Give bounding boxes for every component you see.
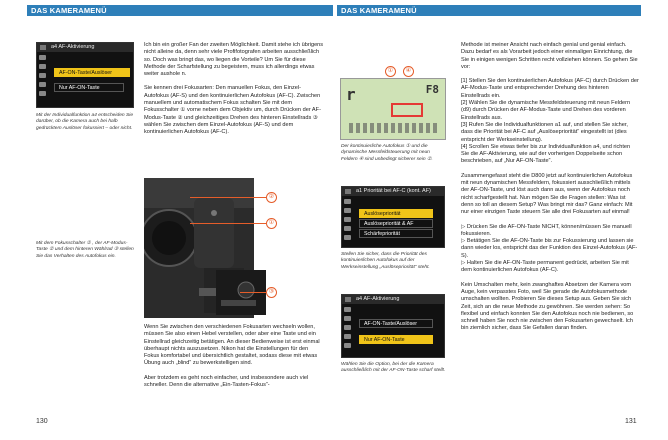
menu-option: Nur AF-ON-Taste bbox=[54, 83, 124, 92]
paragraph: Wenn Sie zwischen den verschiedenen Fokusarten wechseln wollen, müssen Sie also einen Hebel verstellen, oder aber eine Taste und ein Einstellrad gleichzeitig betätigen. An dieser Bedienweise ist erst einmal überhaupt nichts auszusetzen. Nikon hat die Einstellungen für den Fokus komfortabel und übersichtlich gestaltet, sodass diese mit etwas Übung auch „blind“ zu bewerkstelligen sind. bbox=[144, 324, 320, 367]
leader-line bbox=[190, 223, 266, 224]
paragraph: Ich bin ein großer Fan der zweiten Möglichkeit. Damit stehe ich übrigens nicht alleine da, denn sehr viele Profifotografen arbeiten ausschließlich so. Doch was bringt das, wo liegen die Vorteile? Um Sie für diese Methode der Scharfstellung zu begeistern, muss ich allerdings etwas weiter aushole n. bbox=[144, 42, 324, 78]
menu-option-selected: AF-ON-Taste/Auslöser bbox=[54, 68, 130, 77]
paragraph: Sie kennen drei Fokusarten: Den manuellen Fokus, den Einzel-Autofokus (AF-S) und den kontinuierlichen Autofokus (AF-C). Zwischen manuellem und automatischem Fokus schalten Sie mit dem Fokusschalter ① vorne neben dem Objektiv um, durch Drücken der AF-Modus-Taste ② und gleichzeitiges Drehen des hinteren Einstellrads ③ wählen Sie zwischen dem Einzel-Autofokus (AF-S) und dem kontinuierlichen Autofokus (AF-C). bbox=[144, 85, 321, 136]
bullet-item: ▷ Betätigen Sie die AF-ON-Taste bis zur Fokussierung und lassen sie dann wieder los, entspricht das der Funktion des Einzel-Autofokus (AF-S). bbox=[461, 238, 638, 259]
paragraph: Aber trotzdem es geht noch einfacher, und insbesondere auch viel schneller. Denn die alternative „Ein-Tasten-Fokus“- bbox=[144, 374, 309, 389]
annotation-marker: ① bbox=[385, 66, 396, 77]
section-header-right: DAS KAMERAMENÜ bbox=[337, 5, 641, 16]
menu-option: AF-ON-Taste/Auslöser bbox=[359, 319, 433, 328]
menu-option: Schärfepriorität bbox=[359, 229, 433, 238]
camera-menu-screenshot-3 bbox=[341, 294, 445, 358]
page-number-left: 130 bbox=[36, 418, 48, 425]
caption-menu-1: Mit der Individualfunktion a4 entscheiden Sie darüber, ob die Kamera auch bei halb gedrücktem Auslöser fokussiert – oder nicht. bbox=[36, 113, 134, 131]
menu-side-icons bbox=[344, 199, 354, 244]
step-item: [4] Scrollen Sie etwas tiefer bis zur Individualfunktion a4, und richten Sie die AF-Aktivierung, wie auf der vorherigen Doppelseite schon beschrieben, auf „Nur AF-ON-Taste“. bbox=[461, 143, 631, 165]
menu-title-bar bbox=[342, 295, 444, 304]
menu-option-selected: Auslösepriorität bbox=[359, 209, 433, 218]
right-body bbox=[461, 42, 639, 340]
menu-title-bar bbox=[342, 187, 444, 196]
menu-side-icons bbox=[39, 55, 49, 100]
lcd-highlight bbox=[391, 103, 423, 117]
caption-lcd: Der kontinuierliche Autofokus ① und die dynamische Messfeldsteuerung mit neun Feldern ④ sind unbedingt sicherer sein ②. bbox=[341, 144, 433, 162]
left-body-1 bbox=[144, 42, 324, 144]
paragraph: Zusammengefasst steht die D800 jetzt auf kontinuierlichen Autofokus mit neun dynamischen Messfeldern, fokussiert ausschließlich mittels der AF-ON-Taste, und löst auch dann aus, wenn der Autofokus noch nicht scharfgestellt hat. Nun mögen Sie die Fragen stellen: Was ist denn so toll an diesem Setup? Was bringt mir das? Ganz einfach: Mit nur einer einzigen Taste steuern Sie alle drei Fokusarten auf einmal! bbox=[461, 172, 633, 216]
paragraph: Methode ist meiner Ansicht nach einfach genial und genial einfach. Dazu bedarf es als Vorarbeit jedoch einer einmaligen Einrichtung, die Sie in einigen wenigen Schritten recht vollziehen können. So gehen Sie vor: bbox=[461, 42, 638, 70]
menu-option-selected: Nur AF-ON-Taste bbox=[359, 335, 433, 344]
annotation-marker: ③ bbox=[266, 287, 277, 298]
lcd-segments bbox=[349, 123, 439, 133]
leader-line bbox=[240, 292, 266, 293]
caption-menu-2: Stellen Sie sicher, dass die Priorität des kontinuierlichen Autofokus auf der Werkseinstellung „Auslösepriorität“ steht. bbox=[341, 252, 430, 270]
menu-title: a4 AF-Aktivierung bbox=[51, 44, 95, 50]
steps-list bbox=[461, 78, 639, 166]
paragraph: Kein Umschalten mehr, kein zwanghaftes Absetzen der Kamera vom Auge, kein verpasstes Foto, weil Sie gerade die Autofokusmethode umschalten wollten. Probieren Sie dieses Setup aus. Geben Sie sich Zeit, sich an die neue Methode zu gewöhnen. Sie werden sehen: So flexibel und einfach konnten Sie den Autofokus noch nie bedienen, so schnell haben Sie noch nie zwischen den Fokusarten gewechselt. Ich bin ziemlich sicher, dass Sie Gefallen daran finden. bbox=[461, 281, 634, 332]
step-item: [3] Rufen Sie die Individualfunktionen a1 auf, und stellen Sie sicher, dass die Priorität bei AF-C auf „Auslösepriorität“ eingestellt ist (dies entspricht der Werkseinstellung). bbox=[461, 121, 628, 143]
caption-menu-3: Wählen Sie die Option, bei der die Kamera ausschließlich mit der AF-ON-Taste scharf stellt. bbox=[341, 362, 446, 374]
menu-title: a1 Priorität bei AF-C (kont. AF) bbox=[356, 188, 431, 194]
page-number-right: 131 bbox=[625, 418, 637, 425]
leader-line bbox=[190, 197, 266, 198]
bullet-item: ▷ Halten Sie die AF-ON-Taste permanent gedrückt, arbeiten Sie mit dem kontinuierlichen Autofokus (AF-C). bbox=[461, 260, 629, 274]
section-header-left: DAS KAMERAMENÜ bbox=[27, 5, 333, 16]
lcd-big-value: r bbox=[346, 85, 356, 104]
step-item: [1] Stellen Sie den kontinuierlichen Autofokus (AF-C) durch Drücken der AF-Modus-Taste und entsprechender Drehung des hinteren Einstellrads ein. bbox=[461, 78, 639, 99]
menu-option: Auslösepriorität & AF bbox=[359, 219, 433, 228]
menu-title-bar bbox=[37, 43, 133, 52]
step-item: [2] Wählen Sie die dynamische Messfeldsteuerung mit neun Feldern (d9) durch Drücken der AF-Modus-Taste und Drehen des vorderen Einstellrads aus. bbox=[461, 100, 631, 121]
camera-menu-screenshot-1 bbox=[36, 42, 134, 108]
menu-title: a4 AF-Aktivierung bbox=[356, 296, 400, 302]
left-body-2 bbox=[144, 324, 324, 396]
lcd-aperture: F8 bbox=[425, 83, 439, 96]
annotation-marker: ① bbox=[266, 218, 277, 229]
annotation-marker: ④ bbox=[403, 66, 414, 77]
camera-menu-screenshot-2 bbox=[341, 186, 445, 248]
menu-side-icons bbox=[344, 307, 354, 352]
bullet-item: ▷ Drücken Sie die AF-ON-Taste NICHT, können/müssen Sie manuell fokussieren. bbox=[461, 223, 632, 237]
bullet-list bbox=[461, 224, 639, 275]
lcd-panel bbox=[340, 78, 446, 140]
annotation-marker: ② bbox=[266, 192, 277, 203]
caption-camera: Mit dem Fokusschalter ① , der AF-Modus-Taste ② und dem hinteren Wählrad ③ stellen Sie das Verhalten des Autofokus ein. bbox=[36, 241, 134, 259]
